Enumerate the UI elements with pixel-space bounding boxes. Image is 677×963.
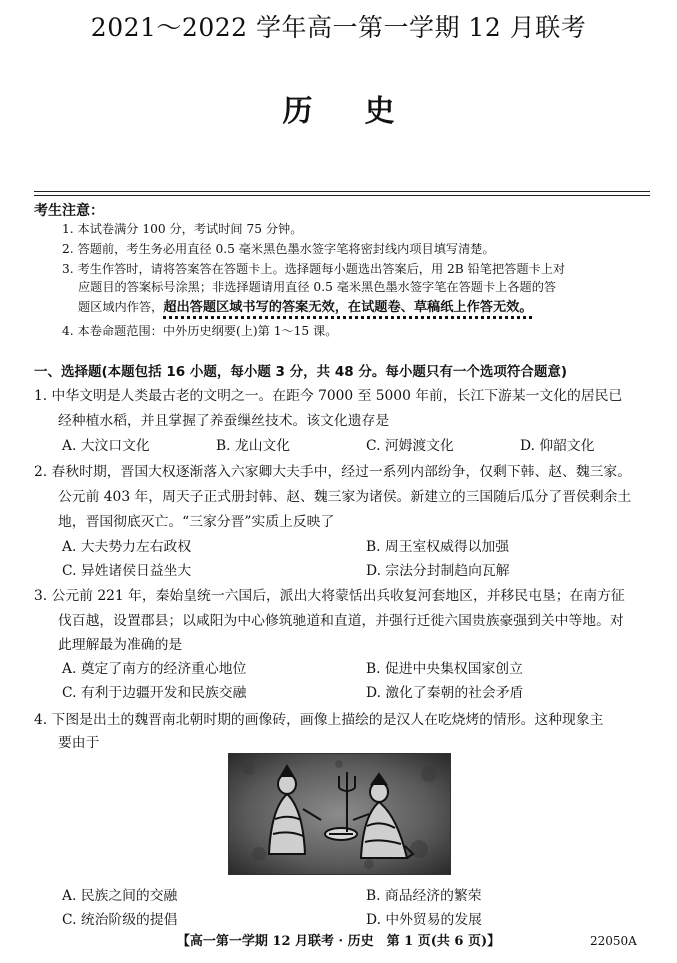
question-2-stem: 2. 春秋时期，晋国大权逐渐落入六家卿大夫手中，经过一系列内部纷争，仅剩下韩、赵、魏三家。 (34, 464, 632, 480)
question-4-option-b: B. 商品经济的繁荣 (366, 888, 482, 904)
question-2-option-c: C. 异姓诸侯日益坐大 (62, 563, 192, 579)
subject-char-2: 史 (364, 94, 395, 129)
question-4-stem: 4. 下图是出土的魏晋南北朝时期的画像砖，画像上描绘的是汉人在吃烧烤的情形。这种现象主 (34, 712, 604, 728)
page-footer: 【高一第一学期 12 月联考 · 历史 第 1 页(共 6 页)】 (176, 934, 501, 949)
question-1-option-b: B. 龙山文化 (216, 438, 291, 454)
notice-item: 2. 答题前，考生务必用直径 0.5 毫米黑色墨水签字笔将密封线内项目填写清楚。 (62, 242, 495, 256)
question-3-option-a: A. 奠定了南方的经济重心地位 (62, 661, 247, 677)
question-1-option-c: C. 河姆渡文化 (366, 438, 454, 454)
question-2-option-a: A. 大夫势力左右政权 (62, 539, 192, 555)
question-4-stem: 要由于 (58, 735, 100, 751)
question-3-stem: 此理解最为准确的是 (58, 637, 183, 653)
question-2-option-d: D. 宗法分封制趋向瓦解 (366, 563, 510, 579)
divider-thin (34, 195, 650, 196)
question-3-option-d: D. 激化了秦朝的社会矛盾 (366, 685, 524, 701)
question-2-stem: 地，晋国彻底灭亡。“三家分晋”实质上反映了 (58, 514, 335, 530)
question-2-stem: 公元前 403 年，周天子正式册封韩、赵、魏三家为诸侯。新建立的三国随后瓜分了晋侯剩余土 (58, 489, 632, 505)
notice-item (78, 298, 533, 317)
exam-title: 2021～2022 学年高一第一学期 12 月联考 (90, 13, 587, 42)
question-1-option-d: D. 仰韶文化 (520, 438, 595, 454)
question-2-option-b: B. 周王室权威得以加强 (366, 539, 510, 555)
question-1-option-a: A. 大汶口文化 (62, 438, 150, 454)
subject-char-1: 历 (282, 94, 313, 129)
question-4-option-a: A. 民族之间的交融 (62, 888, 178, 904)
subject-title (0, 86, 677, 130)
notice-item: 1. 本试卷满分 100 分，考试时间 75 分钟。 (62, 222, 303, 236)
question-4-option-d: D. 中外贸易的发展 (366, 912, 482, 928)
divider-thick (34, 191, 650, 192)
question-1-stem: 经种植水稻，并且掌握了养蚕缫丝技术。该文化遗存是 (58, 413, 390, 429)
question-3-stem: 3. 公元前 221 年，秦始皇统一六国后，派出大将蒙恬出兵收复河套地区，并移民屯垦；在南方征 (34, 588, 625, 604)
notice-item: 4. 本卷命题范围：中外历史纲要(上)第 1～15 课。 (62, 324, 338, 338)
question-3-stem: 伐百越，设置郡县；以咸阳为中心修筑驰道和直道，并强行迁徙六国贵族豪强到关中等地。对 (58, 613, 624, 629)
notice-item: 3. 考生作答时，请将答案答在答题卡上。选择题每小题选出答案后，用 2B 铅笔把答题卡上对 (62, 262, 566, 276)
notice-item-emphasis: 超出答题区域书写的答案无效，在试题卷、草稿纸上作答无效。 (163, 300, 533, 315)
paper-code: 22050A (590, 934, 637, 948)
notice-title: 考生注意： (34, 203, 104, 219)
notice-item-normal: 题区域内作答， (78, 300, 164, 314)
question-1-stem: 1. 中华文明是人类最古老的文明之一。在距今 7000 至 5000 年前，长江下游某一文化的居民已 (34, 388, 623, 404)
notice-item: 应题目的答案标号涂黑；非选择题请用直径 0.5 毫米黑色墨水签字笔在答题卡上各题的答 (78, 280, 557, 294)
question-3-option-b: B. 促进中央集权国家创立 (366, 661, 523, 677)
question-4-option-c: C. 统治阶级的提倡 (62, 912, 178, 928)
section-title: 一、选择题(本题包括 16 小题，每小题 3 分，共 48 分。每小题只有一个选项符合题意) (34, 364, 568, 380)
brick-painting-image (228, 753, 451, 875)
question-3-option-c: C. 有利于边疆开发和民族交融 (62, 685, 247, 701)
